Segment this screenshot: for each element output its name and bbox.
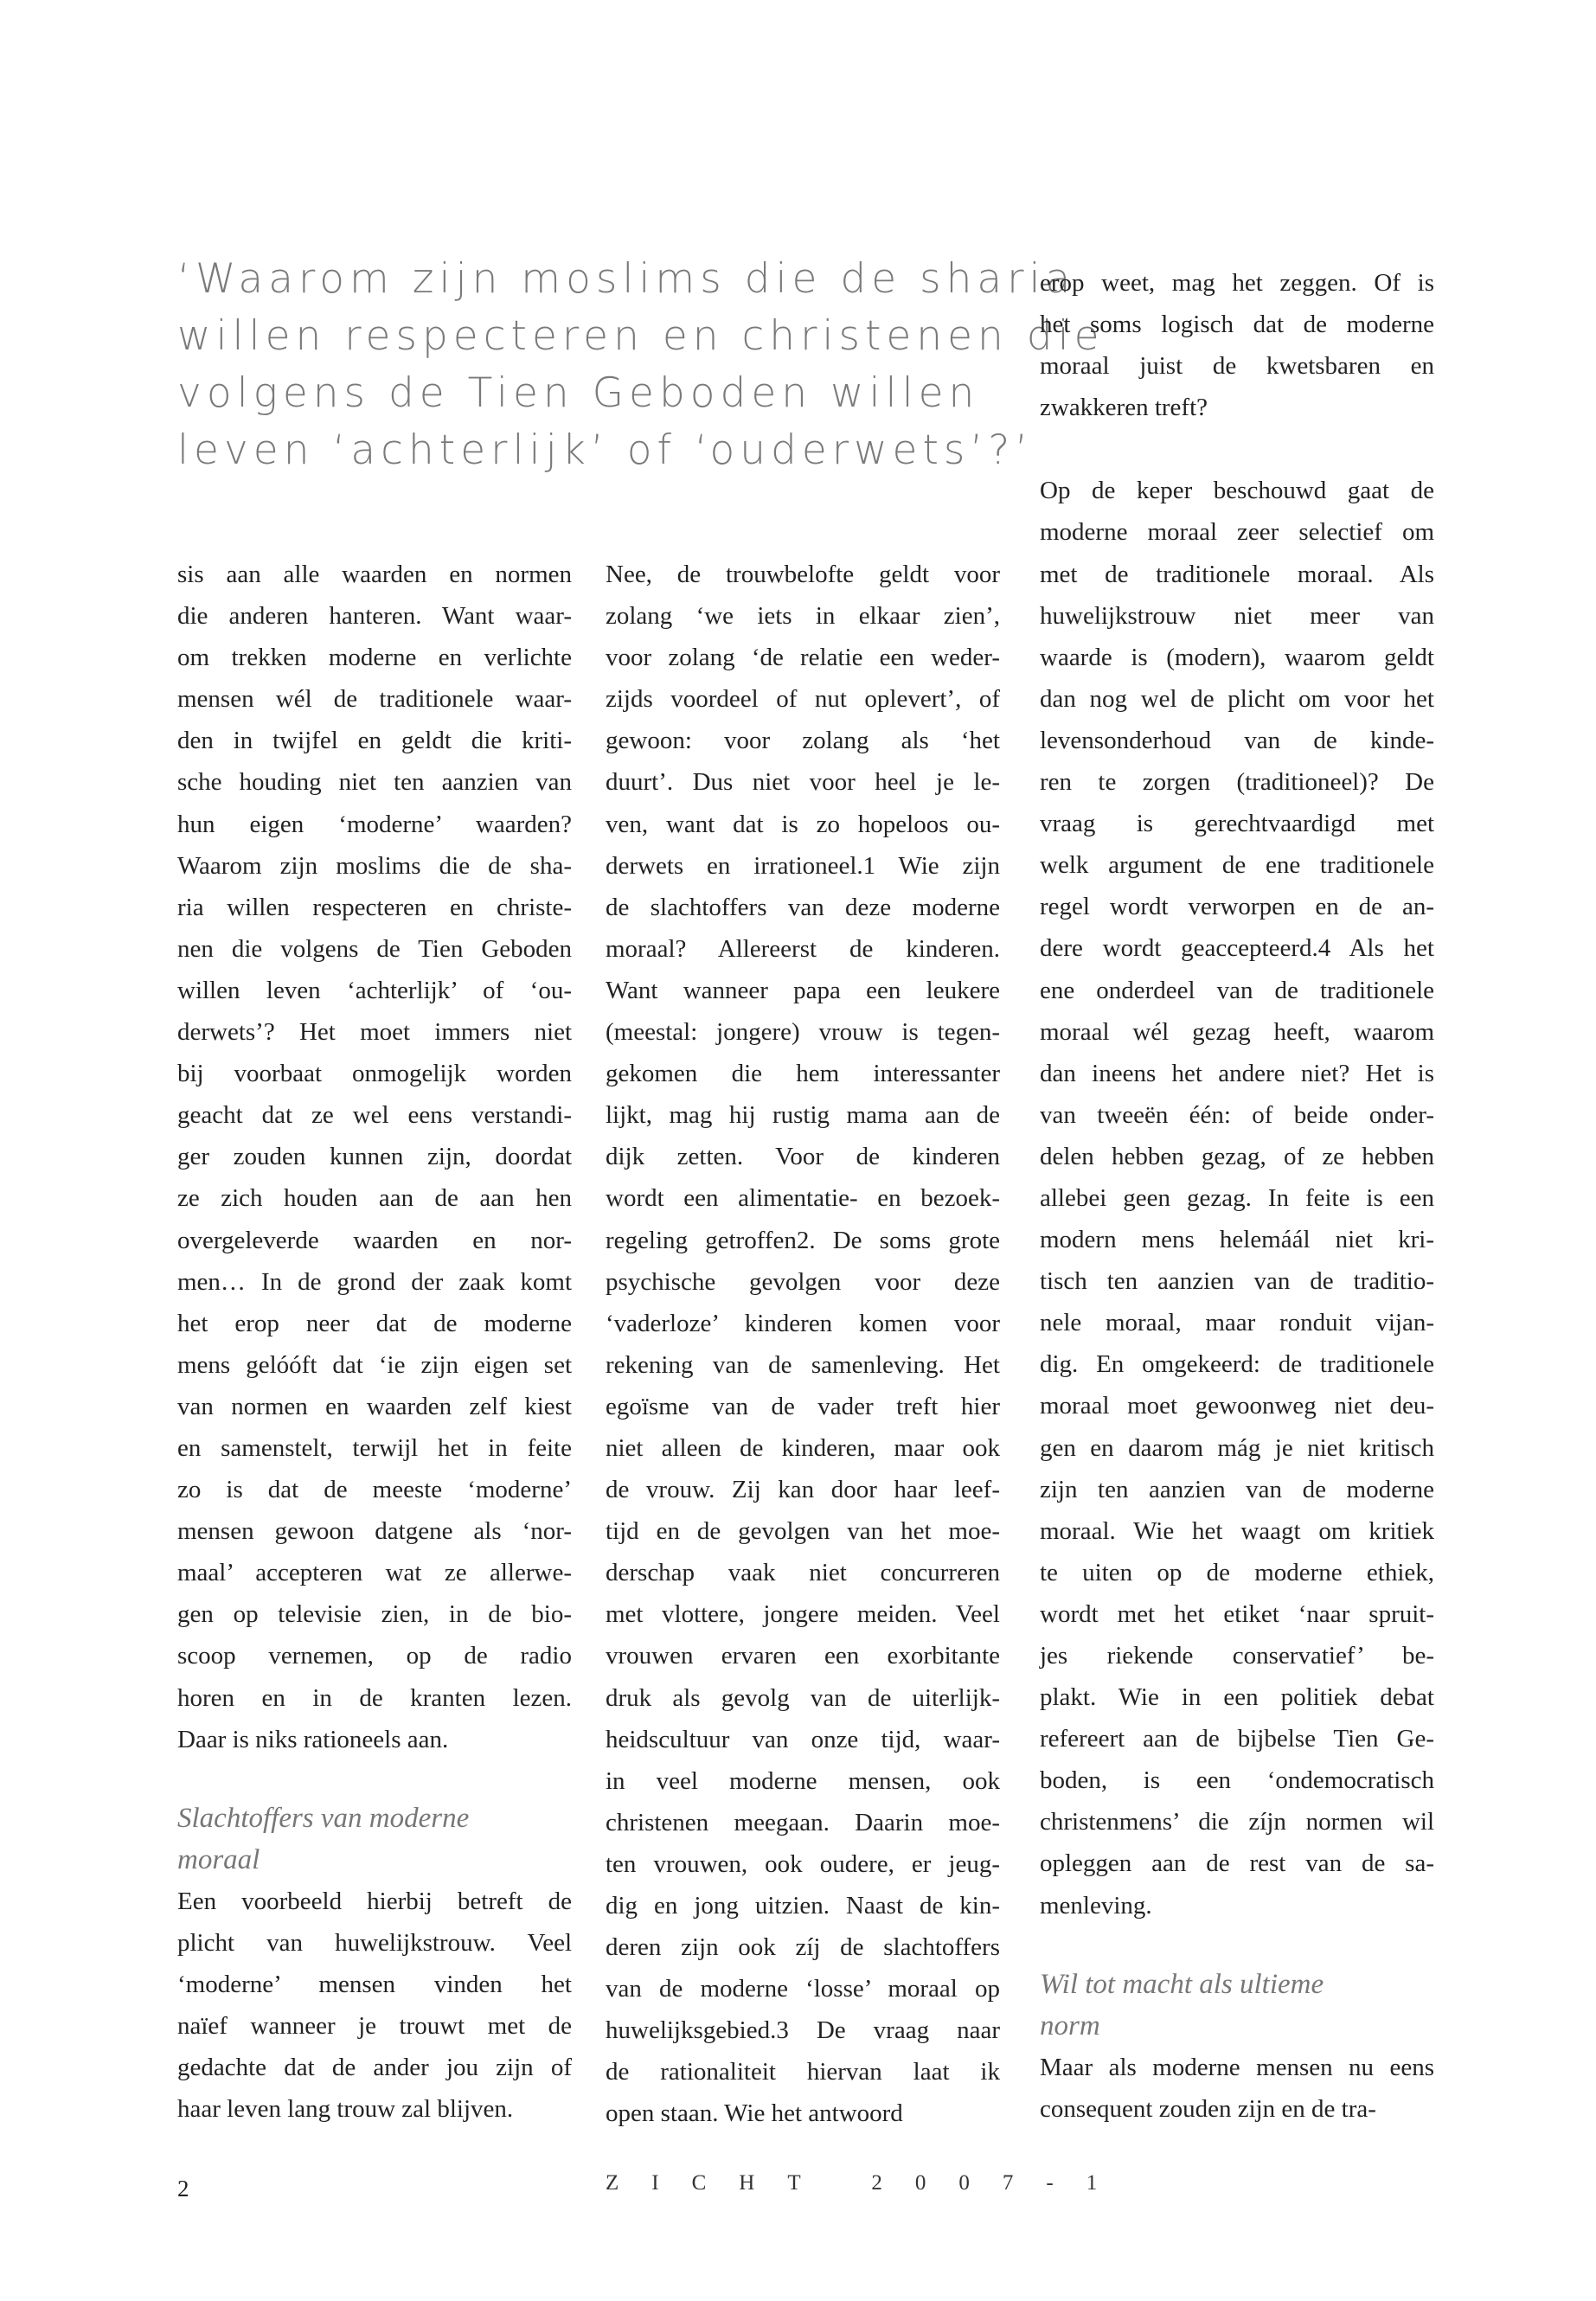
text-line: christenmens’ die zíjn normen wil [1040,1808,1434,1836]
text-line: bij voorbaat onmogelijk worden [177,1060,572,1088]
text-line: modern mens helemáál niet kri- [1040,1226,1434,1254]
text-line: druk als gevolg van de uiterlijk- [606,1683,1000,1712]
text-line: vraag is gerechtvaardigd met [1040,810,1434,838]
text-line: open staan. Wie het antwoord [606,2099,903,2128]
text-line: te uiten op de moderne ethiek, [1040,1558,1434,1586]
text-line: zolang ‘we iets in elkaar zien’, [606,602,1000,631]
page-number: 2 [177,2176,189,2202]
text-line: jes riekende conservatief’ be- [1040,1642,1434,1670]
text-line: derwets en irrationeel.1 Wie zijn [606,851,1000,880]
text-line: van normen en waarden zelf kiest [177,1392,572,1420]
text-line: de rationaliteit hiervan laat ik [606,2058,1000,2086]
text-line: haar leven lang trouw zal blijven. [177,2095,514,2124]
text-line: gen en daarom mág je niet kritisch [1040,1433,1434,1462]
text-line: ria willen respecteren en christe- [177,893,572,921]
section-heading-line: Wil tot macht als ultieme [1040,1968,1324,2000]
text-line: dere wordt geaccepteerd.4 Als het [1040,934,1434,963]
text-line: men… In de grond der zaak komt [177,1267,572,1296]
text-line: christenen meegaan. Daarin moe- [606,1808,1000,1836]
text-line: mens gelóóft dat ‘ie zijn eigen set [177,1350,572,1379]
text-line: consequent zouden zijn en de tra- [1040,2094,1376,2123]
text-line: derschap vaak niet concurreren [606,1559,1000,1587]
paragraph [177,1881,572,2131]
text-line: derwets’? Het moet immers niet [177,1018,572,1047]
paragraph [606,554,1000,2135]
text-line: ven, want dat is zo hopeloos ou- [606,810,1000,838]
text-line: dijk zetten. Voor de kinderen [606,1143,1000,1171]
text-line: duurt’. Dus niet voor heel je le- [606,768,1000,797]
text-line: willen leven ‘achterlijk’ of ‘ou- [177,976,572,1004]
pull-quote-line: volgens de Tien Geboden willen [177,369,980,417]
section-heading-line: norm [1040,2009,1100,2041]
text-line: huwelijkstrouw niet meer van [1040,601,1434,630]
column-1 [177,554,572,2130]
text-line: wordt een alimentatie- en bezoek- [606,1184,1000,1213]
text-line: zijds voordeel of nut oplevert’, of [606,685,1000,714]
text-line: van de moderne ‘losse’ moraal op [606,1975,1000,2003]
section-heading [1040,1964,1434,2047]
text-line: niet alleen de kinderen, maar ook [606,1433,1000,1462]
text-line: ze zich houden aan de aan hen [177,1184,572,1213]
text-line: moraal moet gewoonweg niet deu- [1040,1392,1434,1420]
text-line: erop weet, mag het zeggen. Of is [1040,269,1434,297]
text-line: sis aan alle waarden en normen [177,561,572,588]
text-line: en samenstelt, terwijl het in feite [177,1433,572,1462]
text-line: zijn ten aanzien van de moderne [1040,1475,1434,1503]
text-line: tijd en de gevolgen van het moe- [606,1517,1000,1546]
text-line: Maar als moderne mensen nu eens [1040,2053,1434,2081]
pull-quote-line: ‘Waarom zijn moslims die de sharia [177,255,1076,303]
text-line: ten vrouwen, ook oudere, er jeug- [606,1849,1000,1878]
text-line: plakt. Wie in een politiek debat [1040,1683,1434,1712]
paragraph [1040,2047,1434,2130]
text-line: sche houding niet ten aanzien van [177,768,572,797]
text-line: levensonderhoud van de kinde- [1040,726,1434,754]
text-line: dig. En omgekeerd: de traditionele [1040,1350,1434,1379]
text-line: deren zijn ook zíj de slachtoffers [606,1933,1000,1962]
text-line: heidscultuur van onze tijd, waar- [606,1725,1000,1753]
text-line: horen en in de kranten lezen. [177,1683,572,1712]
text-line: Een voorbeeld hierbij betreft de [177,1887,572,1915]
text-line: moraal? Allereerst de kinderen. [606,934,1000,963]
text-line: opleggen aan de rest van de sa- [1040,1849,1434,1878]
text-line: moraal. Wie het waagt om kritiek [1040,1516,1434,1545]
text-line: zo is dat de meeste ‘moderne’ [177,1476,572,1504]
text-line: dan nog wel de plicht om voor het [1040,684,1434,713]
text-line: gewoon: voor zolang als ‘het [606,727,1000,755]
text-line: ‘vaderloze’ kinderen komen voor [606,1309,1000,1337]
text-line: om trekken moderne en verlichte [177,644,572,672]
text-line: den in twijfel en geldt die kriti- [177,727,572,755]
text-line: gedachte dat de ander jou zijn of [177,2054,572,2082]
text-line: regeling getroffen2. De soms grote [606,1226,1000,1254]
text-line: zwakkeren treft? [1040,394,1208,422]
text-line: egoïsme van de vader treft hier [606,1392,1000,1420]
text-line: Nee, de trouwbelofte geldt voor [606,561,1000,588]
text-line: ren te zorgen (traditioneel)? De [1040,768,1434,797]
text-line: huwelijksgebied.3 De vraag naar [606,2016,1000,2045]
text-line: wordt met het etiket ‘naar spruit- [1040,1599,1434,1628]
text-line: de slachtoffers van deze moderne [606,893,1000,921]
paragraph [177,554,572,1760]
text-line: nen die volgens de Tien Geboden [177,934,572,963]
text-line: ‘moderne’ mensen vinden het [177,1970,572,1998]
text-line: de vrouw. Zij kan door haar leef- [606,1476,1000,1504]
text-line: gen op televisie zien, in de bio- [177,1600,572,1629]
paragraph [1040,262,1434,428]
text-line: vrouwen ervaren een exorbitante [606,1642,1000,1670]
text-line: boden, is een ‘ondemocratisch [1040,1766,1434,1795]
text-line: hun eigen ‘moderne’ waarden? [177,810,572,838]
text-line: scoop vernemen, op de radio [177,1642,572,1670]
section-heading-line: moraal [177,1843,260,1875]
column-3 [1040,262,1434,2130]
pull-quote-line: leven ‘achterlijk’ of ‘ouderwets’?’ [177,426,1034,474]
text-line: Daar is niks rationeels aan. [177,1725,449,1753]
text-line: rekening van de samenleving. Het [606,1350,1000,1379]
text-line: het erop neer dat de moderne [177,1309,572,1337]
text-line: lijkt, mag hij rustig mama aan de [606,1101,1000,1130]
pull-quote-line: willen respecteren en christenen die [177,312,1105,360]
text-line: ger zouden kunnen zijn, doordat [177,1143,572,1171]
text-line: in veel moderne mensen, ook [606,1766,1000,1795]
section-heading [177,1798,572,1881]
text-line: maal’ accepteren wat ze allerwe- [177,1559,572,1587]
text-line: Waarom zijn moslims die de sha- [177,851,572,880]
text-line: ene onderdeel van de traditionele [1040,976,1434,1004]
text-line: delen hebben gezag, of ze hebben [1040,1142,1434,1170]
column-2 [606,554,1000,2135]
text-line: (meestal: jongere) vrouw is tegen- [606,1018,1000,1047]
text-line: dan ineens het andere niet? Het is [1040,1059,1434,1087]
text-line: overgeleverde waarden en nor- [177,1226,572,1254]
pull-quote [177,251,1105,479]
text-line: waarde is (modern), waarom geldt [1040,643,1434,671]
journal-footer: ZICHT 2007-1 [606,2171,1131,2195]
text-line: Op de keper beschouwd gaat de [1040,477,1434,505]
text-line: moderne moraal zeer selectief om [1040,518,1434,547]
section-heading-line: Slachtoffers van moderne [177,1802,470,1834]
text-line: met vlottere, jongere meiden. Veel [606,1600,1000,1629]
text-line: van tweeën één: of beide onder- [1040,1100,1434,1129]
text-line: allebei geen gezag. In feite is een [1040,1183,1434,1212]
text-line: nele moraal, maar ronduit vijan- [1040,1309,1434,1337]
text-line: tisch ten aanzien van de traditio- [1040,1267,1434,1296]
text-line: refereert aan de bijbelse Tien Ge- [1040,1725,1434,1753]
text-line: menleving. [1040,1891,1152,1920]
text-line: het soms logisch dat de moderne [1040,311,1434,339]
text-line: moraal juist de kwetsbaren en [1040,352,1434,381]
text-line: regel wordt verworpen en de an- [1040,893,1434,921]
text-line: mensen gewoon datgene als ‘nor- [177,1517,572,1546]
text-line: psychische gevolgen voor deze [606,1267,1000,1296]
text-line: plicht van huwelijkstrouw. Veel [177,1928,572,1957]
text-line: welk argument de ene traditionele [1040,851,1434,880]
text-line: voor zolang ‘de relatie een weder- [606,644,1000,672]
text-line: geacht dat ze wel eens verstandi- [177,1101,572,1130]
text-line: naïef wanneer je trouwt met de [177,2012,572,2040]
text-line: moraal wél gezag heeft, waarom [1040,1017,1434,1046]
paragraph [1040,470,1434,1926]
text-line: gekomen die hem interessanter [606,1060,1000,1088]
text-line: met de traditionele moraal. Als [1040,560,1434,588]
text-line: mensen wél de traditionele waar- [177,685,572,714]
text-line: Want wanneer papa een leukere [606,976,1000,1004]
text-line: die anderen hanteren. Want waar- [177,602,572,631]
text-line: dig en jong uitzien. Naast de kin- [606,1892,1000,1920]
